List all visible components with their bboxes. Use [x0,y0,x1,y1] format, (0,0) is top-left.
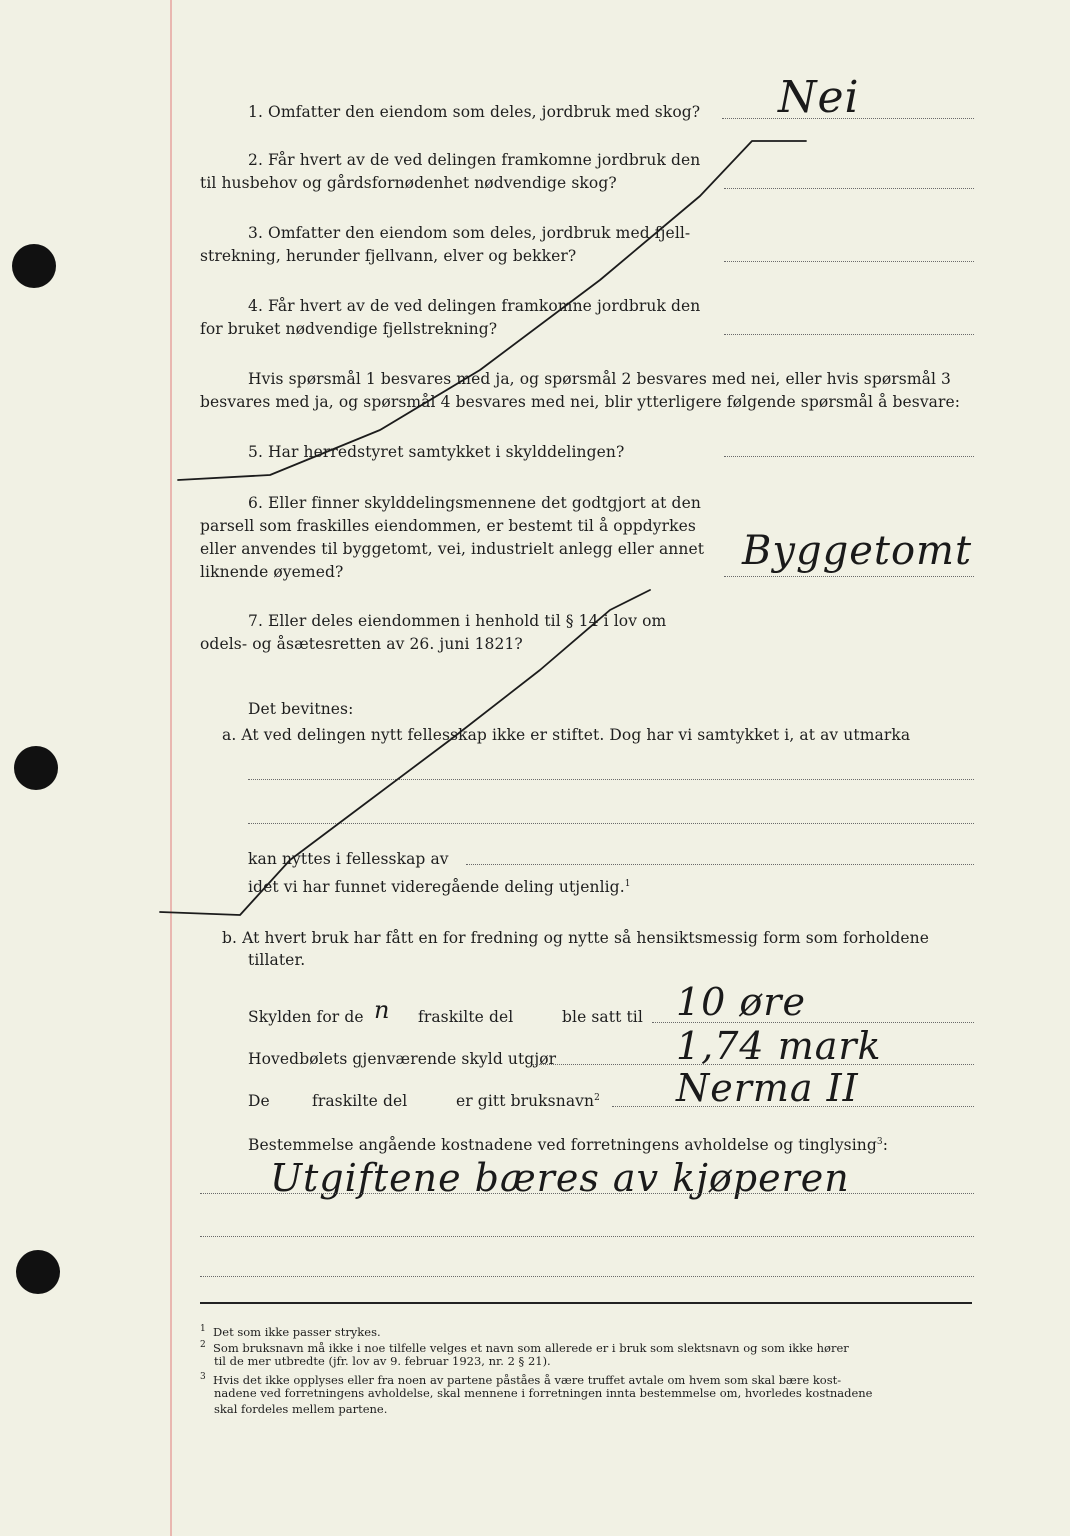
footnote-3-line-3: skal fordeles mellem partene. [214,1402,388,1416]
skyld-row-2-value: 1,74 mark [676,1024,882,1068]
question-6-line-4: liknende øyemed? [200,563,344,581]
answer-line-4 [724,334,974,335]
bevitnes-a-line-1: a. At ved delingen nytt fellesskap ikke er stiftet. Dog har vi samtykket i, at av utmarka [222,726,911,744]
bevitnes-a-line-3: idet vi har funnet videregående deling utjenlig.$^1$ [248,878,631,896]
question-6-line-1: 6. Eller finner skylddelingsmennene det godtgjort at den [248,494,701,512]
skyld-row-2-label: Hovedbølets gjenværende skyld utgjør [248,1050,557,1068]
skyld-row-1-label-c: ble satt til [562,1008,643,1026]
skyld-row-3-label-b: fraskilte del [312,1092,408,1110]
footnote-3-line-2: nadene ved forretningens avholdelse, skal mennene i forretningen innta bestemmelse om, hvorledes kostnadene [214,1386,873,1400]
punch-hole-top [12,244,56,288]
question-2-line-1: 2. Får hvert av de ved delingen framkomne jordbruk den [248,151,701,169]
answer-line-3 [724,261,974,262]
question-5: 5. Har herredstyret samtykket i skylddelingen? [248,443,625,461]
answer-line-6 [724,576,974,577]
skyld-row-1-label-a: Skylden for de [248,1008,364,1026]
footnote-2-line-2: til de mer utbredte (jfr. lov av 9. februar 1923, nr. 2 § 21). [214,1354,551,1368]
skyld-row-3-label-c: er gitt bruksnavn$^2$ [456,1092,600,1110]
skyld-row-1-handwriting: n [374,996,391,1024]
cost-line-2 [200,1236,974,1237]
footnote-2-line-1: $^2$ Som bruksnavn må ikke i noe tilfelle velges et navn som allerede er i bruk som slektsnavn og som ikke hører [200,1340,849,1355]
footnote-1: $^1$ Det som ikke passer strykes. [200,1324,381,1339]
bevitnes-a-blank-2 [248,823,974,824]
answer-6-handwriting: Byggetomt [742,528,973,574]
footnote-3-line-1: $^3$ Hvis det ikke opplyses eller fra noen av partene påståes å være truffet avtale om hvem som skal bære kost- [200,1372,842,1387]
bevitnes-a-line-2: kan nyttes i fellesskap av [248,850,449,868]
punch-hole-bottom [16,1250,60,1294]
question-3-line-2: strekning, herunder fjellvann, elver og bekker? [200,247,577,265]
bevitnes-a-blank-3 [466,864,974,865]
margin-line [170,0,172,1536]
question-7-line-2: odels- og åsætesretten av 26. juni 1821? [200,635,523,653]
skyld-row-3-label-a: De [248,1092,270,1110]
punch-hole-middle [14,746,58,790]
answer-line-5 [724,456,974,457]
question-6-line-2: parsell som fraskilles eiendommen, er bestemt til å oppdyrkes [200,517,696,535]
question-3-line-1: 3. Omfatter den eiendom som deles, jordbruk med fjell- [248,224,691,242]
question-7-line-1: 7. Eller deles eiendommen i henhold til § 14 i lov om [248,612,667,630]
bevitnes-b-line-2: tillater. [248,951,306,969]
skyld-row-1-label-b: fraskilte del [418,1008,514,1026]
cost-line-1 [200,1193,974,1194]
question-4-line-1: 4. Får hvert av de ved delingen framkomne jordbruk den [248,297,701,315]
bevitnes-a-blank-1 [248,779,974,780]
question-1: 1. Omfatter den eiendom som deles, jordbruk med skog? [248,103,701,121]
condition-line-1: Hvis spørsmål 1 besvares med ja, og spørsmål 2 besvares med nei, eller hvis spørsmål 3 [248,370,952,388]
question-2-line-2: til husbehov og gårdsfornødenhet nødvendige skog? [200,174,617,192]
cost-line-3 [200,1276,974,1277]
condition-line-2: besvares med ja, og spørsmål 4 besvares med nei, blir ytterligere følgende spørsmål å besvare: [200,393,961,411]
cost-label: Bestemmelse angående kostnadene ved forretningens avholdelse og tinglysing$^3$: [248,1136,889,1154]
question-4-line-2: for bruket nødvendige fjellstrekning? [200,320,498,338]
question-6-line-3: eller anvendes til byggetomt, vei, industrielt anlegg eller annet [200,540,705,558]
answer-line-2 [724,188,974,189]
cost-value-handwriting: Utgiftene bæres av kjøperen [270,1156,850,1200]
footnote-rule [200,1302,972,1304]
bevitnes-b-line-1: b. At hvert bruk har fått en for fredning og nytte så hensiktsmessig form som forholdene [222,929,930,947]
answer-1-handwriting: Nei [778,72,860,123]
skyld-row-3-value: Nerma II [676,1066,859,1110]
bevitnes-heading: Det bevitnes: [248,700,354,718]
skyld-row-1-value: 10 øre [676,980,806,1024]
